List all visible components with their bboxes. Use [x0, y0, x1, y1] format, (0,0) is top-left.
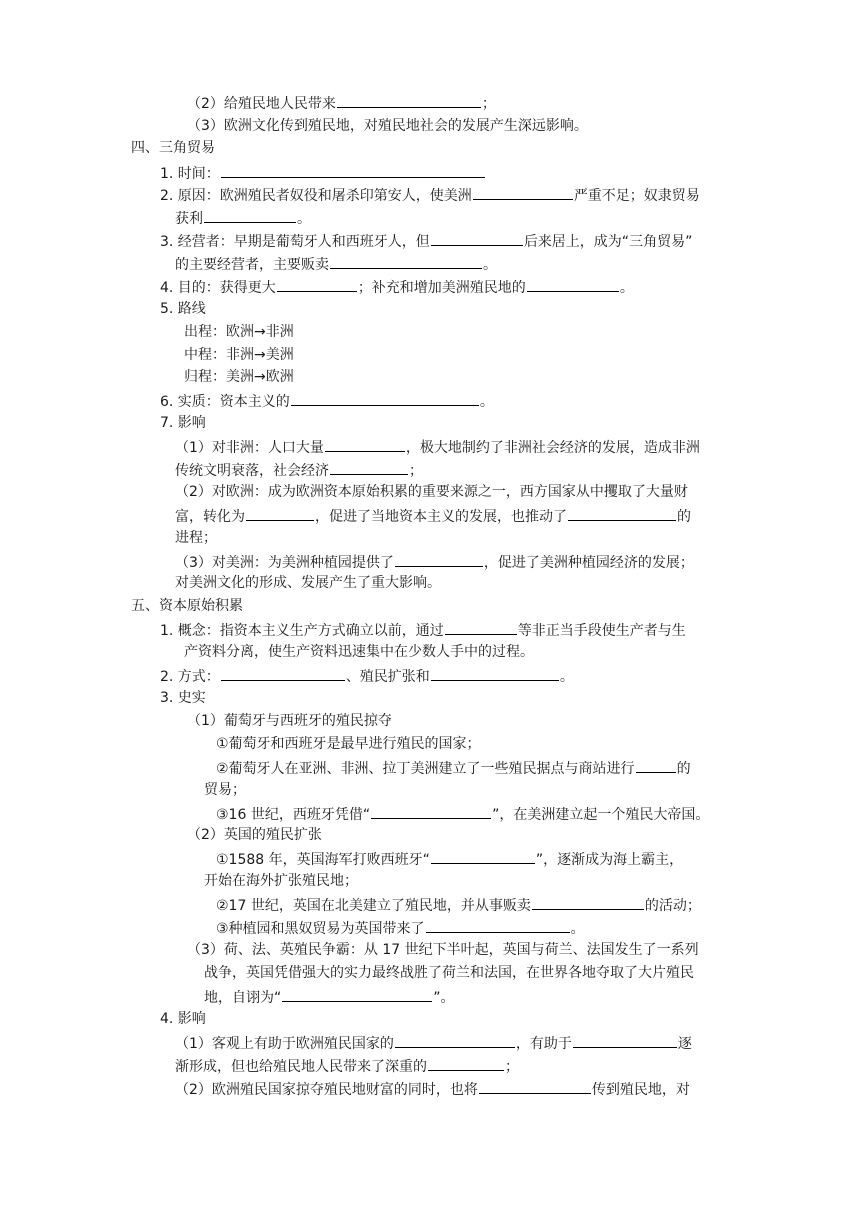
- text-line: [216, 848, 683, 870]
- line-text: 产资料分离，使生产资料迅速集中在少数人手中的过程。: [184, 644, 534, 660]
- fill-in-blank[interactable]: [479, 1078, 591, 1094]
- line-text: 。: [479, 394, 494, 410]
- line-text: （3）欧洲文化传到殖民地，对殖民地社会的发展产生深远影响。: [187, 118, 588, 134]
- text-line: [175, 551, 694, 573]
- line-text: 1. 时间：: [160, 166, 220, 182]
- line-text: ③16 世纪，西班牙凭借“: [216, 807, 371, 823]
- text-line: [175, 528, 217, 548]
- text-line: [187, 711, 392, 731]
- line-text: 中程：非洲→美洲: [184, 347, 294, 363]
- text-line: [175, 459, 423, 481]
- fill-in-blank[interactable]: [426, 917, 570, 933]
- line-text: 出程：欧洲→非洲: [184, 324, 294, 340]
- text-line: [187, 940, 699, 960]
- line-text: 等非正当手段使生产者与生: [517, 623, 686, 639]
- line-text: 战争，英国凭借强大的实力最终战胜了荷兰和法国，在世界各地夺取了大片殖民: [204, 965, 694, 981]
- line-text: ③种植园和黑奴贸易为英国带来了: [216, 921, 425, 937]
- line-text: 的主要经营者，主要贩卖: [175, 257, 329, 273]
- text-line: [175, 482, 688, 502]
- line-text: 五、资本原始积累: [131, 598, 243, 614]
- line-text: ”。: [433, 990, 455, 1006]
- text-line: [175, 1032, 692, 1054]
- fill-in-blank[interactable]: [473, 184, 573, 200]
- text-line: [216, 734, 481, 754]
- line-text: 开始在海外扩张殖民地；: [204, 873, 358, 889]
- fill-in-blank[interactable]: [221, 162, 485, 178]
- line-text: ；补充和增加美洲殖民地的: [357, 280, 526, 296]
- line-text: 4. 影响: [160, 1011, 206, 1027]
- line-text: ，促进了美洲种植园经济的发展；: [483, 555, 694, 571]
- text-line: [216, 894, 701, 916]
- line-text: （2）欧洲殖民国家掠夺殖民地财富的同时，也将: [175, 1082, 478, 1098]
- text-line: [175, 505, 691, 527]
- text-line: [160, 230, 692, 252]
- text-line: [160, 162, 486, 184]
- text-line: [184, 322, 294, 342]
- text-line: [131, 138, 215, 158]
- line-text: 2. 原因：欧洲殖民者奴役和屠杀印第安人，使美洲: [160, 188, 472, 204]
- fill-in-blank[interactable]: [431, 665, 559, 681]
- line-text: ；: [409, 463, 423, 479]
- text-line: [160, 276, 634, 298]
- line-text: ，极大地制约了非洲社会经济的发展，造成非洲: [405, 440, 700, 456]
- fill-in-blank[interactable]: [282, 986, 432, 1002]
- text-line: [175, 1055, 519, 1077]
- line-text: 进程；: [175, 530, 217, 546]
- fill-in-blank[interactable]: [431, 230, 523, 246]
- line-text: （2）给殖民地人民带来: [187, 96, 336, 112]
- text-line: [175, 1078, 690, 1100]
- line-text: 传到殖民地，对: [591, 1082, 690, 1098]
- line-text: ”，在美洲建立起一个殖民大帝国。: [492, 807, 710, 823]
- fill-in-blank[interactable]: [246, 505, 314, 521]
- fill-in-blank[interactable]: [204, 207, 296, 223]
- text-line: [187, 92, 496, 114]
- line-text: （2）英国的殖民扩张: [187, 827, 322, 843]
- line-text: 归程：美洲→欧洲: [184, 369, 294, 385]
- line-text: 7. 影响: [160, 415, 206, 431]
- fill-in-blank[interactable]: [337, 92, 481, 108]
- text-line: [187, 116, 588, 136]
- fill-in-blank[interactable]: [395, 551, 483, 567]
- fill-in-blank[interactable]: [221, 665, 345, 681]
- fill-in-blank[interactable]: [330, 253, 482, 269]
- fill-in-blank[interactable]: [527, 276, 619, 292]
- line-text: ；: [481, 96, 496, 112]
- line-text: 地，自诩为“: [204, 990, 282, 1006]
- line-text: （3）荷、法、英殖民争霸：从 17 世纪下半叶起，英国与荷兰、法国发生了一系列: [187, 942, 699, 958]
- fill-in-blank[interactable]: [532, 894, 644, 910]
- line-text: 3. 经营者：早期是葡萄牙人和西班牙人，但: [160, 234, 430, 250]
- line-text: 严重不足；奴隶贸易: [573, 188, 700, 204]
- line-text: 6. 实质：资本主义的: [160, 394, 290, 410]
- text-line: [160, 688, 206, 708]
- fill-in-blank[interactable]: [277, 276, 357, 292]
- line-text: 对美洲文化的形成、发展产生了重大影响。: [175, 575, 441, 591]
- fill-in-blank[interactable]: [371, 803, 491, 819]
- text-line: [175, 253, 497, 275]
- line-text: （1）对非洲：人口大量: [175, 440, 324, 456]
- line-text: 1. 概念：指资本主义生产方式确立以前，通过: [160, 623, 444, 639]
- fill-in-blank[interactable]: [568, 505, 676, 521]
- line-text: ②17 世纪，英国在北美建立了殖民地，并从事贩卖: [216, 898, 531, 914]
- fill-in-blank[interactable]: [573, 1032, 677, 1048]
- line-text: 5. 路线: [160, 301, 206, 317]
- line-text: ①葡萄牙和西班牙是最早进行殖民的国家；: [216, 736, 481, 752]
- text-line: [204, 986, 455, 1008]
- text-line: [184, 642, 534, 662]
- text-line: [204, 963, 694, 983]
- text-line: [131, 596, 243, 616]
- fill-in-blank[interactable]: [428, 1055, 504, 1071]
- fill-in-blank[interactable]: [330, 459, 408, 475]
- line-text: 。: [297, 211, 311, 227]
- line-text: ，有助于: [515, 1036, 572, 1052]
- line-text: 后来居上，成为“三角贸易”: [523, 234, 693, 250]
- line-text: 逐: [677, 1036, 692, 1052]
- text-line: [184, 367, 294, 387]
- line-text: 。: [619, 280, 634, 296]
- text-line: [216, 757, 691, 779]
- line-text: （3）对美洲：为美洲种植园提供了: [175, 555, 394, 571]
- text-line: [216, 803, 709, 825]
- line-text: 、殖民扩张和: [345, 669, 430, 685]
- line-text: 传统文明衰落，社会经济: [175, 463, 329, 479]
- line-text: （1）客观上有助于欧洲殖民国家的: [175, 1036, 394, 1052]
- line-text: 的: [676, 761, 691, 777]
- text-line: [160, 665, 574, 687]
- text-line: [175, 573, 441, 593]
- text-line: [160, 1009, 206, 1029]
- text-line: [187, 825, 322, 845]
- line-text: 3. 史实: [160, 690, 206, 706]
- line-text: 的活动；: [644, 898, 701, 914]
- line-text: 四、三角贸易: [131, 140, 215, 156]
- line-text: （1）葡萄牙与西班牙的殖民掠夺: [187, 713, 392, 729]
- fill-in-blank[interactable]: [431, 848, 535, 864]
- line-text: ①1588 年，英国海军打败西班牙“: [216, 852, 430, 868]
- text-line: [204, 780, 246, 800]
- line-text: ；: [505, 1059, 519, 1075]
- line-text: 。: [570, 921, 585, 937]
- fill-in-blank[interactable]: [291, 390, 479, 406]
- line-text: 4. 目的：获得更大: [160, 280, 276, 296]
- text-line: [175, 207, 311, 229]
- line-text: ”，逐渐成为海上霸主，: [535, 852, 684, 868]
- line-text: ②葡萄牙人在亚洲、非洲、拉丁美洲建立了一些殖民据点与商站进行: [216, 761, 635, 777]
- text-line: [160, 390, 494, 412]
- fill-in-blank[interactable]: [636, 757, 676, 773]
- fill-in-blank[interactable]: [395, 1032, 515, 1048]
- text-line: [160, 619, 686, 641]
- line-text: 渐形成，但也给殖民地人民带来了深重的: [175, 1059, 427, 1075]
- text-line: [160, 299, 206, 319]
- line-text: 获利: [175, 211, 203, 227]
- text-line: [160, 184, 700, 206]
- text-line: [175, 436, 700, 458]
- line-text: 。: [559, 669, 574, 685]
- fill-in-blank[interactable]: [445, 619, 517, 635]
- line-text: （2）对欧洲：成为欧洲资本原始积累的重要来源之一，西方国家从中攫取了大量财: [175, 484, 688, 500]
- text-line: [160, 413, 206, 433]
- text-line: [216, 917, 585, 939]
- line-text: 2. 方式：: [160, 669, 220, 685]
- line-text: 的: [677, 509, 691, 525]
- line-text: 。: [483, 257, 497, 273]
- fill-in-blank[interactable]: [325, 436, 405, 452]
- line-text: 富，转化为: [175, 509, 245, 525]
- text-line: [184, 345, 294, 365]
- text-line: [204, 871, 358, 891]
- line-text: 贸易；: [204, 782, 246, 798]
- line-text: ，促进了当地资本主义的发展，也推动了: [315, 509, 567, 525]
